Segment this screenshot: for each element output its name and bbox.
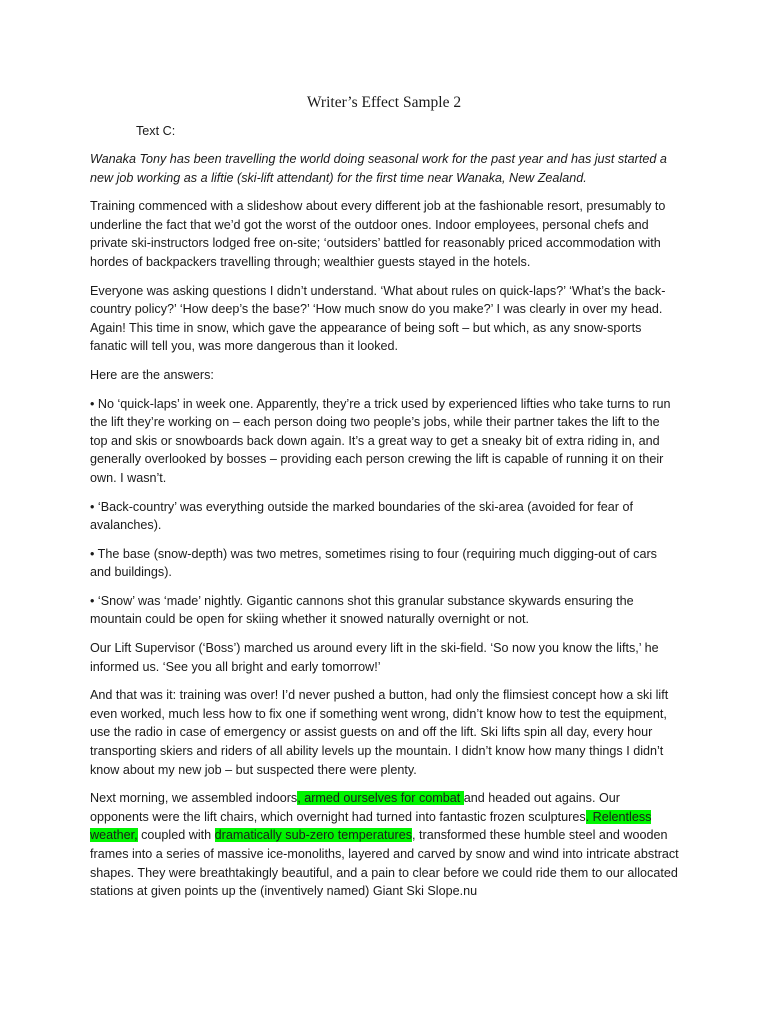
text-segment: and headed out agains. Our opponents were the lift chairs, which overnight had turned into fantastic frozen sculptures (90, 791, 620, 824)
paragraph-lift-supervisor: Our Lift Supervisor (‘Boss’) marched us around every lift in the ski-field. ‘So now you know the lifts,’ he informed us. ‘See you all bright and early tomorrow!’ (90, 641, 659, 674)
bullet-snow: • ‘Snow’ was ‘made’ nightly. Gigantic cannons shot this granular substance skywards ensuring the mountain could be open for skiing whether it snowed naturally overnight or not. (90, 593, 634, 627)
paragraph-next-morning (90, 789, 680, 901)
bullet-base: • The base (snow-depth) was two metres, sometimes rising to four (requiring much digging-out of cars and buildings). (90, 546, 657, 580)
paragraph-questions: Everyone was asking questions I didn’t understand. ‘What about rules on quick-laps?’ ‘What’s the back-country policy?’ ‘How deep’s the base?’ ‘How much snow do you make?’ I was clearly in over my head. Again! This time in snow, which gave the appearance of being soft – but which, as any snow-sports fanatic will tell you, was more dangerous than it looked. (90, 283, 666, 354)
intro-paragraph: Wanaka Tony has been travelling the world doing seasonal work for the past year and has just started a new job working as a liftie (ski-lift attendant) for the first time near Wanaka, New Zealand. (90, 152, 667, 185)
highlight-combat: , armed ourselves for combat (297, 791, 464, 806)
highlight-sub-zero: dramatically sub-zero temperatures (214, 828, 413, 843)
text-label: Text C: (136, 124, 176, 138)
highlight-relentless-weather: . Relentless weather, (90, 809, 652, 843)
bullet-quick-laps: • No ‘quick-laps’ in week one. Apparently, they’re a trick used by experienced lifties who take turns to run the lift they’re working on – each person doing two people’s jobs, while their partner takes the lift to the top and skis or snowboards back down again. It’s a great way to get a sneaky bit of extra riding in, and generally overlooked by bosses – providing each person crewing the lift is capable of running it on their own. I wasn’t. (90, 396, 671, 485)
paragraph-training-over: And that was it: training was over! I’d never pushed a button, had only the flimsiest concept how a ski lift even worked, much less how to fix one if something went wrong, didn’t know how to test the equipment, use the radio in case of emergency or assist guests on and off the lift. Ski lifts spin all day, every hour transporting skiers and riders of all ability levels up the mountain. I didn’t know how many things I didn’t know about my new job – but suspected there were plenty. (90, 688, 669, 777)
paragraph-training: Training commenced with a slideshow about every different job at the fashionable resort, presumably to underline the fact that we’d got the worst of the outdoor ones. Indoor employees, personal chefs and private ski-instructors lodged free on-site; ‘outsiders’ battled for reasonably priced accommodation with hordes of backpackers travelling through; wealthier guests stayed in the hotels. (90, 199, 666, 269)
document-body (90, 150, 680, 911)
paragraph-answers-heading: Here are the answers: (90, 367, 214, 382)
page-title: Writer’s Effect Sample 2 (306, 94, 462, 111)
text-segment: Next morning, we assembled indoors (90, 791, 298, 806)
text-segment: coupled with (137, 828, 215, 843)
text-segment: , transformed these humble steel and wooden frames into a series of massive ice-monoliths, layered and carved by snow and wind into intricate abstract shapes. They were breathtakingly beautiful, and a pain to clear before we could ride them to our allocated stations at given points up the (inventively named) Giant Ski Slope.nu (90, 828, 679, 899)
bullet-back-country: • ‘Back-country’ was everything outside the marked boundaries of the ski-area (avoided for fear of avalanches). (90, 499, 633, 533)
